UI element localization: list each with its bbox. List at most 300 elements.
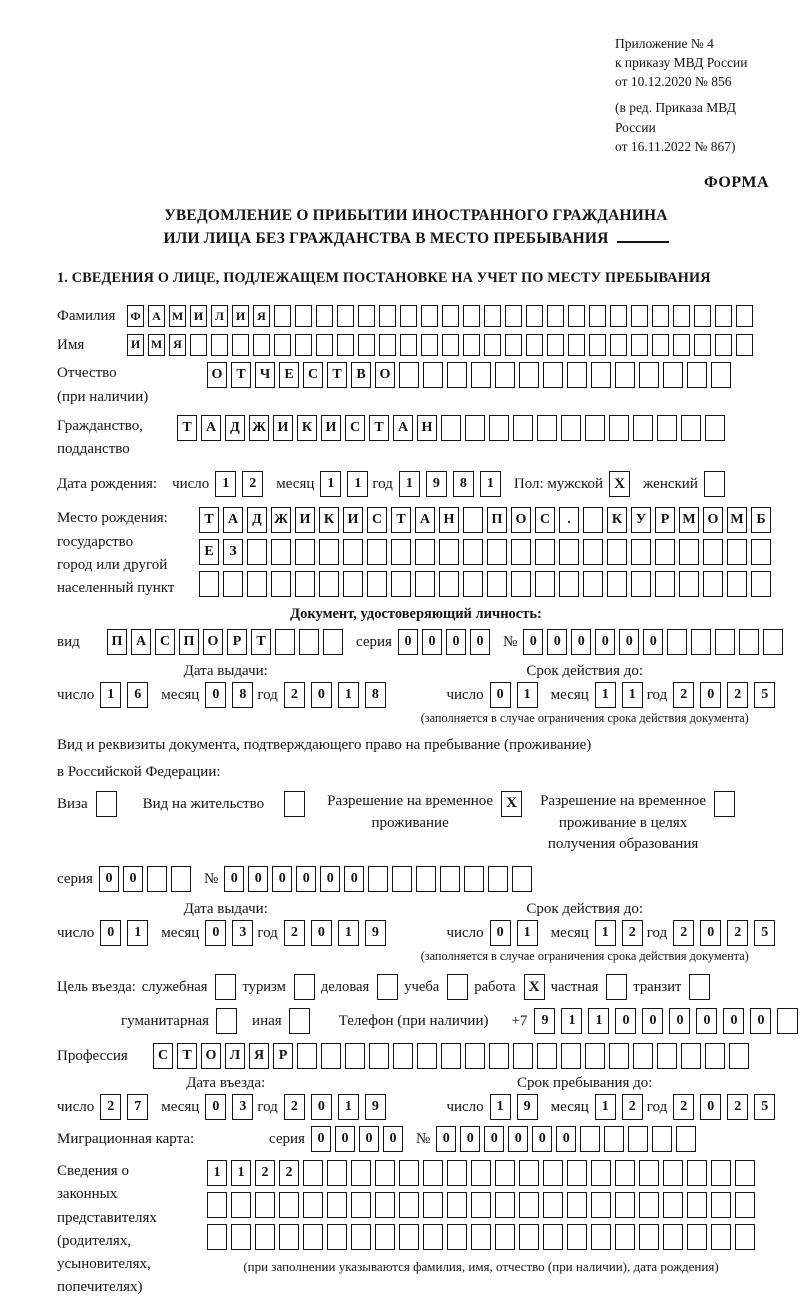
char-box[interactable]	[207, 1192, 227, 1218]
char-box[interactable]	[687, 1224, 707, 1250]
char-box[interactable]: 2	[284, 682, 305, 708]
char-box[interactable]: С	[303, 362, 323, 388]
char-box[interactable]	[633, 1043, 653, 1069]
char-box[interactable]	[375, 1192, 395, 1218]
char-box[interactable]	[275, 629, 295, 655]
char-box[interactable]: 0	[296, 866, 316, 892]
char-box[interactable]	[337, 334, 354, 356]
char-box[interactable]	[543, 1192, 563, 1218]
char-box[interactable]: 0	[446, 629, 466, 655]
char-box[interactable]	[615, 362, 635, 388]
char-box[interactable]: О	[207, 362, 227, 388]
char-box[interactable]	[639, 1224, 659, 1250]
char-box[interactable]	[484, 334, 501, 356]
char-box[interactable]: 1	[100, 682, 121, 708]
char-box[interactable]: 1	[320, 471, 341, 497]
char-box[interactable]	[519, 362, 539, 388]
char-box[interactable]	[337, 305, 354, 327]
char-box[interactable]	[561, 415, 581, 441]
char-box[interactable]: Ж	[249, 415, 269, 441]
char-box[interactable]	[727, 539, 747, 565]
char-box[interactable]	[537, 1043, 557, 1069]
char-box[interactable]: А	[415, 507, 435, 533]
visa-checkbox[interactable]	[96, 791, 117, 817]
char-box[interactable]: К	[297, 415, 317, 441]
char-box[interactable]	[543, 1224, 563, 1250]
char-box[interactable]	[663, 362, 683, 388]
purpose-other-checkbox[interactable]	[289, 1008, 310, 1034]
char-box[interactable]	[343, 539, 363, 565]
char-box[interactable]: .	[559, 507, 579, 533]
char-box[interactable]: 1	[215, 471, 236, 497]
char-box[interactable]	[519, 1192, 539, 1218]
char-box[interactable]	[535, 571, 555, 597]
char-box[interactable]: 1	[338, 920, 359, 946]
char-box[interactable]: 0	[484, 1126, 504, 1152]
purpose-tourism-checkbox[interactable]	[294, 974, 315, 1000]
char-box[interactable]: 7	[127, 1094, 148, 1120]
char-box[interactable]	[255, 1192, 275, 1218]
char-box[interactable]: Р	[655, 507, 675, 533]
char-box[interactable]: Р	[227, 629, 247, 655]
char-box[interactable]: 0	[311, 920, 332, 946]
char-box[interactable]: И	[190, 305, 207, 327]
purpose-official-checkbox[interactable]	[215, 974, 236, 1000]
char-box[interactable]	[303, 1192, 323, 1218]
char-box[interactable]: О	[203, 629, 223, 655]
char-box[interactable]	[417, 1043, 437, 1069]
char-box[interactable]: 5	[754, 682, 775, 708]
char-box[interactable]	[399, 1224, 419, 1250]
char-box[interactable]: 2	[279, 1160, 299, 1186]
char-box[interactable]	[247, 571, 267, 597]
char-box[interactable]	[687, 1192, 707, 1218]
char-box[interactable]	[358, 334, 375, 356]
char-box[interactable]	[295, 334, 312, 356]
char-box[interactable]	[343, 571, 363, 597]
char-box[interactable]	[735, 1224, 755, 1250]
char-box[interactable]: И	[232, 305, 249, 327]
char-box[interactable]	[391, 539, 411, 565]
char-box[interactable]: 5	[754, 920, 775, 946]
char-box[interactable]	[471, 362, 491, 388]
char-box[interactable]: 0	[523, 629, 543, 655]
char-box[interactable]	[367, 571, 387, 597]
char-box[interactable]: А	[131, 629, 151, 655]
char-box[interactable]: 0	[700, 1094, 721, 1120]
char-box[interactable]	[526, 334, 543, 356]
char-box[interactable]	[415, 539, 435, 565]
char-box[interactable]	[610, 305, 627, 327]
sex-female-checkbox[interactable]	[704, 471, 725, 497]
char-box[interactable]: Н	[439, 507, 459, 533]
char-box[interactable]	[631, 539, 651, 565]
char-box[interactable]: 0	[248, 866, 268, 892]
char-box[interactable]: 0	[615, 1008, 636, 1034]
char-box[interactable]	[190, 334, 207, 356]
char-box[interactable]: 0	[470, 629, 490, 655]
char-box[interactable]: 8	[232, 682, 253, 708]
char-box[interactable]	[375, 1160, 395, 1186]
char-box[interactable]	[580, 1126, 600, 1152]
char-box[interactable]	[687, 1160, 707, 1186]
char-box[interactable]	[367, 539, 387, 565]
char-box[interactable]	[423, 1160, 443, 1186]
char-box[interactable]	[379, 334, 396, 356]
char-box[interactable]: С	[155, 629, 175, 655]
char-box[interactable]: Б	[751, 507, 771, 533]
char-box[interactable]: 1	[399, 471, 420, 497]
char-box[interactable]: К	[607, 507, 627, 533]
char-box[interactable]: 0	[123, 866, 143, 892]
char-box[interactable]: 1	[338, 682, 359, 708]
char-box[interactable]: 1	[127, 920, 148, 946]
char-box[interactable]	[657, 1043, 677, 1069]
char-box[interactable]	[681, 415, 701, 441]
char-box[interactable]: 0	[422, 629, 442, 655]
char-box[interactable]	[547, 334, 564, 356]
char-box[interactable]	[585, 415, 605, 441]
char-box[interactable]	[379, 305, 396, 327]
char-box[interactable]: 1	[231, 1160, 251, 1186]
char-box[interactable]	[667, 629, 687, 655]
char-box[interactable]	[511, 571, 531, 597]
char-box[interactable]: 5	[754, 1094, 775, 1120]
char-box[interactable]	[231, 1192, 251, 1218]
char-box[interactable]: 1	[338, 1094, 359, 1120]
char-box[interactable]: А	[393, 415, 413, 441]
char-box[interactable]: А	[201, 415, 221, 441]
char-box[interactable]: Д	[225, 415, 245, 441]
char-box[interactable]: С	[535, 507, 555, 533]
char-box[interactable]	[703, 539, 723, 565]
char-box[interactable]: О	[201, 1043, 221, 1069]
char-box[interactable]	[223, 571, 243, 597]
char-box[interactable]: П	[487, 507, 507, 533]
char-box[interactable]	[676, 1126, 696, 1152]
char-box[interactable]: 8	[453, 471, 474, 497]
char-box[interactable]: С	[345, 415, 365, 441]
char-box[interactable]	[673, 305, 690, 327]
char-box[interactable]	[495, 1224, 515, 1250]
char-box[interactable]	[423, 362, 443, 388]
char-box[interactable]	[657, 415, 677, 441]
char-box[interactable]: С	[153, 1043, 173, 1069]
char-box[interactable]	[652, 334, 669, 356]
char-box[interactable]	[489, 1043, 509, 1069]
char-box[interactable]: Т	[177, 415, 197, 441]
char-box[interactable]	[687, 362, 707, 388]
char-box[interactable]: К	[319, 507, 339, 533]
char-box[interactable]: 0	[436, 1126, 456, 1152]
char-box[interactable]: 2	[622, 920, 643, 946]
char-box[interactable]	[568, 305, 585, 327]
char-box[interactable]	[628, 1126, 648, 1152]
char-box[interactable]	[589, 305, 606, 327]
char-box[interactable]	[591, 1160, 611, 1186]
char-box[interactable]	[253, 334, 270, 356]
char-box[interactable]: 0	[311, 682, 332, 708]
char-box[interactable]: О	[511, 507, 531, 533]
char-box[interactable]: М	[679, 507, 699, 533]
char-box[interactable]	[274, 334, 291, 356]
char-box[interactable]: 2	[727, 682, 748, 708]
char-box[interactable]	[447, 1192, 467, 1218]
char-box[interactable]	[299, 629, 319, 655]
char-box[interactable]: 1	[622, 682, 643, 708]
char-box[interactable]: 2	[673, 1094, 694, 1120]
char-box[interactable]	[607, 571, 627, 597]
char-box[interactable]	[489, 415, 509, 441]
sex-male-checkbox[interactable]: X	[609, 471, 630, 497]
char-box[interactable]: С	[367, 507, 387, 533]
char-box[interactable]	[694, 334, 711, 356]
char-box[interactable]	[441, 415, 461, 441]
char-box[interactable]: 1	[490, 1094, 511, 1120]
char-box[interactable]	[279, 1192, 299, 1218]
char-box[interactable]: 2	[255, 1160, 275, 1186]
char-box[interactable]	[663, 1160, 683, 1186]
char-box[interactable]	[327, 1160, 347, 1186]
char-box[interactable]: 9	[426, 471, 447, 497]
char-box[interactable]: 1	[595, 682, 616, 708]
char-box[interactable]: Т	[327, 362, 347, 388]
char-box[interactable]	[211, 334, 228, 356]
char-box[interactable]	[351, 1192, 371, 1218]
char-box[interactable]: 8	[365, 682, 386, 708]
char-box[interactable]: 0	[547, 629, 567, 655]
char-box[interactable]: В	[351, 362, 371, 388]
char-box[interactable]	[567, 1192, 587, 1218]
char-box[interactable]	[715, 334, 732, 356]
char-box[interactable]	[421, 305, 438, 327]
char-box[interactable]: Н	[417, 415, 437, 441]
char-box[interactable]	[543, 1160, 563, 1186]
char-box[interactable]	[736, 305, 753, 327]
char-box[interactable]	[519, 1224, 539, 1250]
char-box[interactable]	[247, 539, 267, 565]
char-box[interactable]: 2	[727, 1094, 748, 1120]
char-box[interactable]: 0	[643, 629, 663, 655]
char-box[interactable]	[715, 629, 735, 655]
char-box[interactable]	[463, 571, 483, 597]
char-box[interactable]: И	[321, 415, 341, 441]
char-box[interactable]	[735, 1192, 755, 1218]
char-box[interactable]	[615, 1192, 635, 1218]
char-box[interactable]: 0	[383, 1126, 403, 1152]
char-box[interactable]: 2	[727, 920, 748, 946]
char-box[interactable]	[400, 334, 417, 356]
char-box[interactable]	[591, 1224, 611, 1250]
char-box[interactable]	[319, 539, 339, 565]
char-box[interactable]	[316, 334, 333, 356]
char-box[interactable]	[255, 1224, 275, 1250]
char-box[interactable]: 1	[207, 1160, 227, 1186]
char-box[interactable]	[751, 571, 771, 597]
char-box[interactable]: 9	[365, 920, 386, 946]
char-box[interactable]	[351, 1224, 371, 1250]
purpose-private-checkbox[interactable]	[606, 974, 627, 1000]
char-box[interactable]: 2	[673, 920, 694, 946]
char-box[interactable]	[513, 415, 533, 441]
char-box[interactable]	[465, 415, 485, 441]
char-box[interactable]: 2	[284, 920, 305, 946]
char-box[interactable]	[463, 539, 483, 565]
char-box[interactable]	[655, 571, 675, 597]
char-box[interactable]	[711, 1224, 731, 1250]
char-box[interactable]	[368, 866, 388, 892]
char-box[interactable]	[400, 305, 417, 327]
char-box[interactable]	[777, 1008, 798, 1034]
purpose-study-checkbox[interactable]	[447, 974, 468, 1000]
char-box[interactable]	[471, 1192, 491, 1218]
char-box[interactable]: Т	[231, 362, 251, 388]
char-box[interactable]	[447, 1160, 467, 1186]
char-box[interactable]	[232, 334, 249, 356]
char-box[interactable]	[447, 1224, 467, 1250]
char-box[interactable]: М	[727, 507, 747, 533]
char-box[interactable]	[464, 866, 484, 892]
char-box[interactable]	[567, 1160, 587, 1186]
char-box[interactable]	[739, 629, 759, 655]
char-box[interactable]: Ч	[255, 362, 275, 388]
char-box[interactable]	[639, 1160, 659, 1186]
char-box[interactable]: 2	[100, 1094, 121, 1120]
char-box[interactable]	[763, 629, 783, 655]
char-box[interactable]: Я	[249, 1043, 269, 1069]
char-box[interactable]	[679, 539, 699, 565]
char-box[interactable]	[295, 305, 312, 327]
char-box[interactable]	[393, 1043, 413, 1069]
char-box[interactable]: 0	[398, 629, 418, 655]
char-box[interactable]	[589, 334, 606, 356]
char-box[interactable]	[705, 1043, 725, 1069]
char-box[interactable]: 0	[595, 629, 615, 655]
char-box[interactable]	[465, 1043, 485, 1069]
char-box[interactable]: 0	[700, 682, 721, 708]
char-box[interactable]	[439, 539, 459, 565]
char-box[interactable]: 0	[272, 866, 292, 892]
char-box[interactable]: 0	[100, 920, 121, 946]
char-box[interactable]: 6	[127, 682, 148, 708]
char-box[interactable]	[505, 305, 522, 327]
char-box[interactable]: Я	[253, 305, 270, 327]
char-box[interactable]: А	[148, 305, 165, 327]
purpose-humanitarian-checkbox[interactable]	[216, 1008, 237, 1034]
char-box[interactable]	[543, 362, 563, 388]
char-box[interactable]	[512, 866, 532, 892]
char-box[interactable]: 1	[517, 682, 538, 708]
char-box[interactable]	[441, 1043, 461, 1069]
char-box[interactable]	[399, 1160, 419, 1186]
char-box[interactable]	[271, 539, 291, 565]
char-box[interactable]	[271, 571, 291, 597]
temp-permit-checkbox[interactable]: X	[501, 791, 522, 817]
char-box[interactable]	[279, 1224, 299, 1250]
char-box[interactable]: Т	[199, 507, 219, 533]
char-box[interactable]: М	[169, 305, 186, 327]
char-box[interactable]	[323, 629, 343, 655]
char-box[interactable]: 0	[205, 682, 226, 708]
char-box[interactable]	[567, 1224, 587, 1250]
char-box[interactable]: П	[179, 629, 199, 655]
char-box[interactable]	[447, 362, 467, 388]
char-box[interactable]: 1	[480, 471, 501, 497]
char-box[interactable]	[652, 305, 669, 327]
char-box[interactable]	[604, 1126, 624, 1152]
char-box[interactable]: У	[631, 507, 651, 533]
char-box[interactable]	[399, 362, 419, 388]
char-box[interactable]	[559, 571, 579, 597]
char-box[interactable]: Т	[391, 507, 411, 533]
char-box[interactable]: 0	[556, 1126, 576, 1152]
char-box[interactable]: 0	[642, 1008, 663, 1034]
char-box[interactable]: 1	[595, 920, 616, 946]
char-box[interactable]: 2	[242, 471, 263, 497]
char-box[interactable]	[440, 866, 460, 892]
char-box[interactable]	[631, 305, 648, 327]
char-box[interactable]: 0	[311, 1126, 331, 1152]
purpose-business-checkbox[interactable]	[377, 974, 398, 1000]
char-box[interactable]	[345, 1043, 365, 1069]
char-box[interactable]	[416, 866, 436, 892]
char-box[interactable]	[423, 1224, 443, 1250]
char-box[interactable]	[711, 1192, 731, 1218]
char-box[interactable]	[327, 1192, 347, 1218]
char-box[interactable]: 0	[311, 1094, 332, 1120]
char-box[interactable]	[303, 1224, 323, 1250]
char-box[interactable]	[751, 539, 771, 565]
char-box[interactable]	[735, 1160, 755, 1186]
char-box[interactable]: Е	[279, 362, 299, 388]
char-box[interactable]: 0	[344, 866, 364, 892]
char-box[interactable]: И	[127, 334, 144, 356]
char-box[interactable]: 0	[99, 866, 119, 892]
char-box[interactable]	[655, 539, 675, 565]
char-box[interactable]	[519, 1160, 539, 1186]
char-box[interactable]	[631, 571, 651, 597]
residence-permit-checkbox[interactable]	[284, 791, 305, 817]
char-box[interactable]	[399, 1192, 419, 1218]
char-box[interactable]	[663, 1192, 683, 1218]
char-box[interactable]	[303, 1160, 323, 1186]
char-box[interactable]: 1	[561, 1008, 582, 1034]
char-box[interactable]: 9	[365, 1094, 386, 1120]
char-box[interactable]	[615, 1160, 635, 1186]
char-box[interactable]	[547, 305, 564, 327]
char-box[interactable]	[495, 1160, 515, 1186]
char-box[interactable]: 1	[595, 1094, 616, 1120]
char-box[interactable]	[567, 362, 587, 388]
char-box[interactable]	[463, 305, 480, 327]
char-box[interactable]	[711, 362, 731, 388]
char-box[interactable]: 0	[490, 682, 511, 708]
char-box[interactable]: И	[343, 507, 363, 533]
char-box[interactable]	[513, 1043, 533, 1069]
char-box[interactable]: 0	[508, 1126, 528, 1152]
char-box[interactable]	[327, 1224, 347, 1250]
char-box[interactable]: 0	[205, 920, 226, 946]
char-box[interactable]	[231, 1224, 251, 1250]
char-box[interactable]: М	[148, 334, 165, 356]
char-box[interactable]	[639, 1192, 659, 1218]
char-box[interactable]	[609, 415, 629, 441]
char-box[interactable]: 1	[517, 920, 538, 946]
char-box[interactable]: 9	[517, 1094, 538, 1120]
char-box[interactable]	[673, 334, 690, 356]
char-box[interactable]: О	[703, 507, 723, 533]
char-box[interactable]	[729, 1043, 749, 1069]
